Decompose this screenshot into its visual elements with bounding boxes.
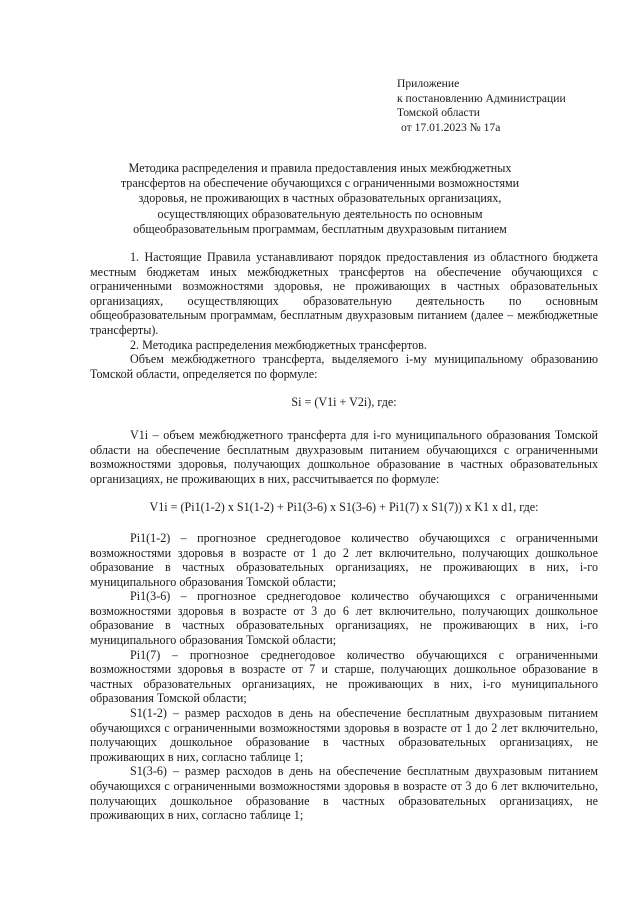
paragraph-s1-3-6: S1(3-6) – размер расходов в день на обеспечение бесплатным двухразовым питанием обучающихся с ограниченными возможностями здоровья в возрасте от 3 до 6 лет включительно, получающих дошкольное образование в частных образовательных организациях, не проживающих в них, согласно таблице 1; — [90, 764, 598, 823]
appendix-date-number: от 17.01.2023 № 17а — [401, 120, 501, 134]
title-line: здоровья, не проживающих в частных образовательных организациях, — [138, 191, 502, 206]
paragraph-1: 1. Настоящие Правила устанавливают порядок предоставления из областного бюджета местным бюджетам иных межбюджетных трансфертов на обеспечение обучающихся с ограниченными возможностями здоровья, не проживающих в частных образовательных организациях, осуществляющих образовательную деятельность по основным общеобразовательным программам, бесплатным двухразовым питанием (далее – межбюджетные трансферты). — [90, 250, 598, 337]
document-body — [90, 250, 598, 823]
paragraph-pi1-3-6: Pi1(3-6) – прогнозное среднегодовое количество обучающихся с ограниченными возможностями здоровья в возрасте от 3 до 6 лет включительно, получающих дошкольное образование в частных образовательных организациях, не проживающих в них, i-го муниципального образования Томской области; — [90, 589, 598, 648]
formula-v1i: V1i = (Pi1(1-2) x S1(1-2) + Pi1(3-6) x S1(3-6) + Pi1(7) x S1(7)) x K1 x d1, где: — [149, 500, 539, 515]
paragraph-v1i: V1i – объем межбюджетного трансферта для i-го муниципального образования Томской области на обеспечение бесплатным двухразовым питанием обучающихся с ограниченными возможностями здоровья, получающих дошкольное образование в частных образовательных организациях, не проживающих в них, рассчитывается по формуле: — [90, 427, 598, 486]
appendix-line: к постановлению Администрации — [397, 91, 566, 105]
paragraph-pi1-7: Pi1(7) – прогнозное среднегодовое количество обучающихся с ограниченными возможностями здоровья в возрасте от 7 и старше, получающих дошкольное образование в частных образовательных организациях, не проживающих в них, i-го муниципального образования Томской области; — [90, 647, 598, 706]
title-line: трансфертов на обеспечение обучающихся с ограниченными возможностями — [120, 176, 520, 191]
document-title — [90, 161, 550, 237]
formula-si: Si = (V1i + V2i), где: — [291, 395, 397, 410]
paragraph-3: Объем межбюджетного трансферта, выделяемого i-му муниципальному образованию Томской области, определяется по формуле: — [90, 352, 598, 381]
paragraph-2: 2. Методика распределения межбюджетных трансфертов. — [130, 337, 427, 352]
appendix-header — [397, 77, 627, 135]
title-line: Методика распределения и правила предоставления иных межбюджетных — [128, 161, 512, 175]
title-line: осуществляющих образовательную деятельность по основным — [157, 206, 483, 221]
paragraph-s1-1-2: S1(1-2) – размер расходов в день на обеспечение бесплатным двухразовым питанием обучающихся с ограниченными возможностями здоровья в возрасте от 1 до 2 лет включительно, получающих дошкольное образование в частных образовательных организациях, не проживающих в них, согласно таблице 1; — [90, 706, 598, 764]
appendix-line: Томской области — [397, 106, 480, 120]
appendix-line: Приложение — [397, 77, 460, 90]
paragraph-pi1-1-2: Pi1(1-2) – прогнозное среднегодовое количество обучающихся с ограниченными возможностями здоровья в возрасте от 1 до 2 лет включительно, получающих дошкольное образование в частных образовательных организациях, не проживающих в них, i-го муниципального образования Томской области; — [90, 530, 598, 589]
title-line: общеобразовательным программам, бесплатным двухразовым питанием — [133, 221, 507, 236]
